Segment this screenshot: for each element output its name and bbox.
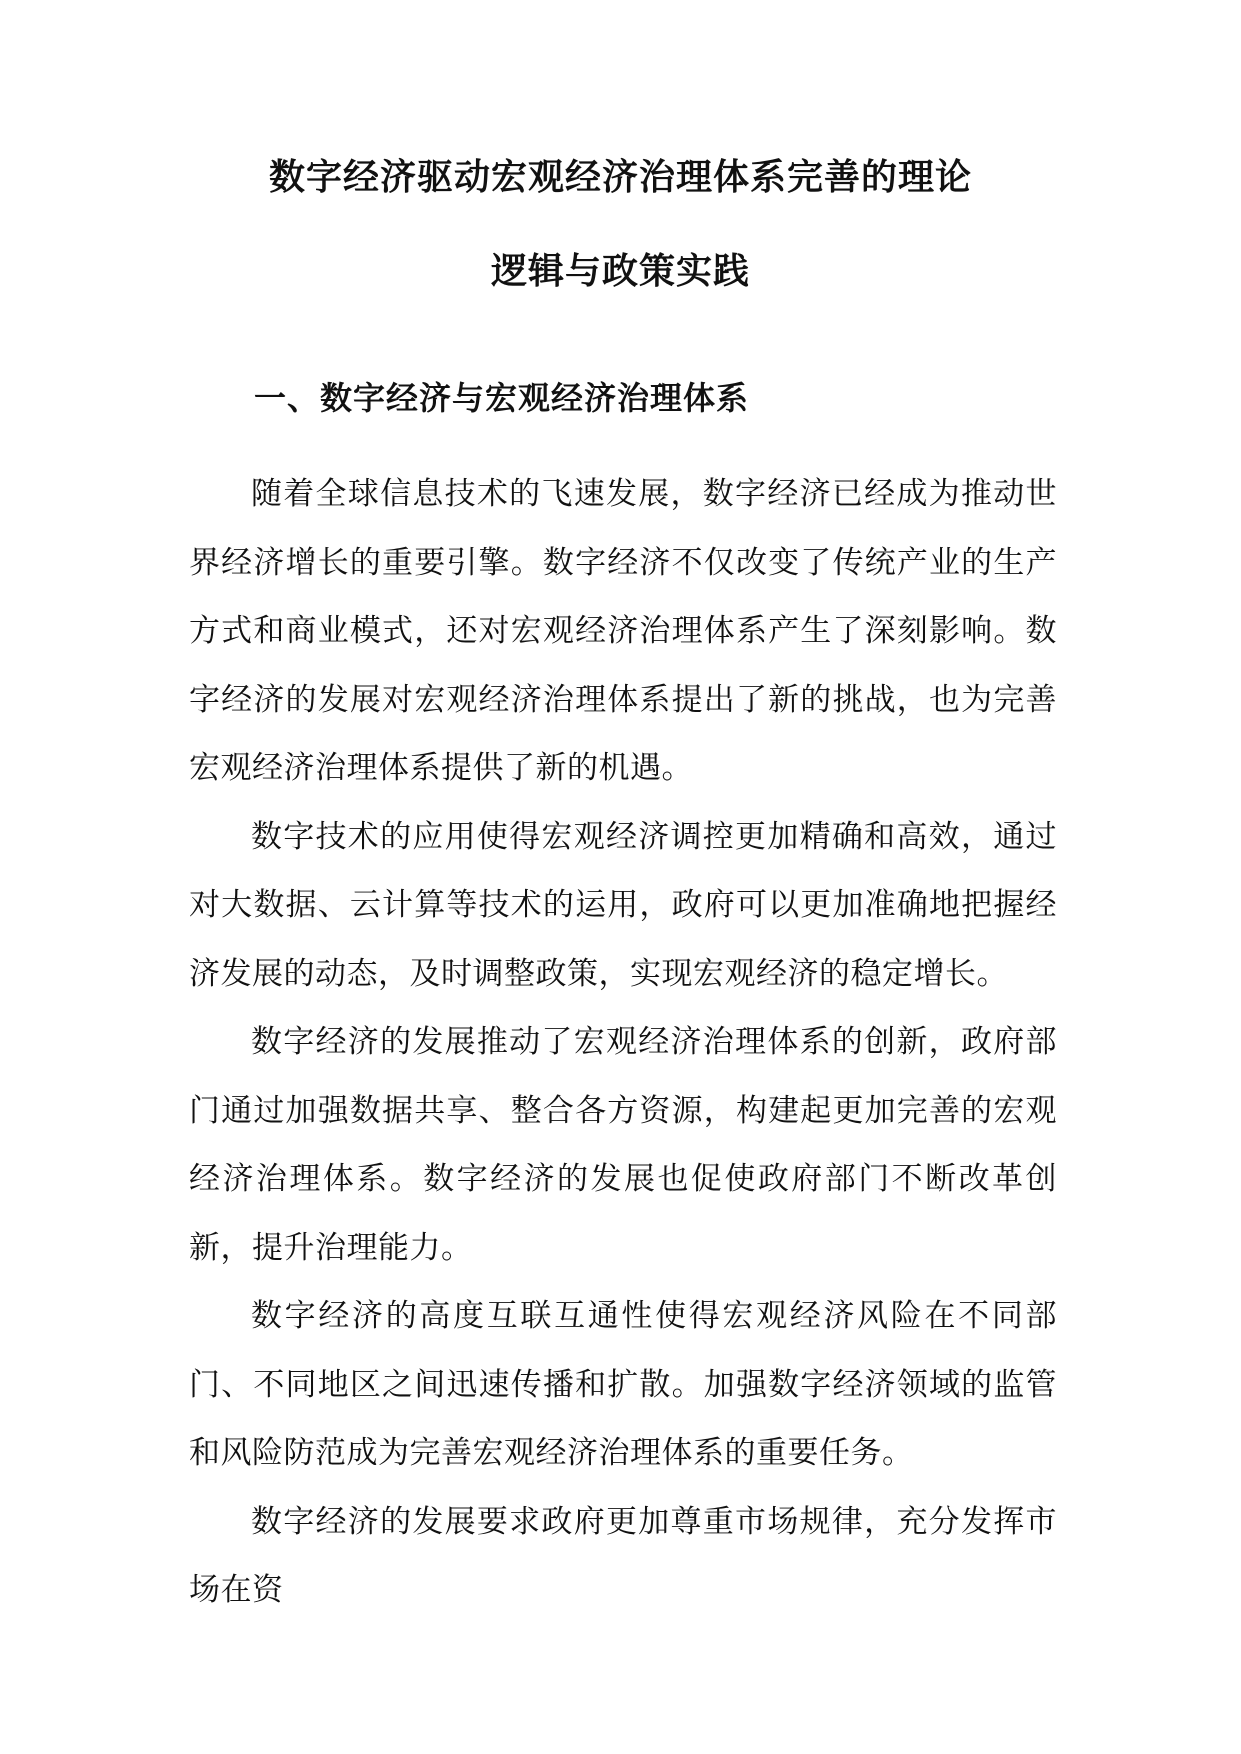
paragraph: 数字经济的发展推动了宏观经济治理体系的创新，政府部门通过加强数据共享、整合各方资源，构建起更加完善的宏观经济治理体系。数字经济的发展也促使政府部门不断改革创新，提升治理能力。 bbox=[189, 1024, 1057, 1266]
section-heading: 一、数字经济与宏观经济治理体系 bbox=[254, 379, 750, 417]
paragraph: 数字经济的高度互联互通性使得宏观经济风险在不同部门、不同地区之间迅速传播和扩散。加强数字经济领域的监管和风险防范成为完善宏观经济治理体系的重要任务。 bbox=[189, 1298, 1057, 1471]
document-body bbox=[189, 460, 1057, 1625]
paragraph: 数字技术的应用使得宏观经济调控更加精确和高效，通过对大数据、云计算等技术的运用，政府可以更加准确地把握经济发展的动态，及时调整政策，实现宏观经济的稳定增长。 bbox=[189, 818, 1057, 992]
paragraph: 数字经济的发展要求政府更加尊重市场规律，充分发挥市场在资 bbox=[189, 1503, 1057, 1608]
document-title-line-2: 逻辑与政策实践 bbox=[490, 251, 750, 292]
document-title-line-1: 数字经济驱动宏观经济治理体系完善的理论 bbox=[268, 157, 972, 198]
paragraph: 随着全球信息技术的飞速发展，数字经济已经成为推动世界经济增长的重要引擎。数字经济不仅改变了传统产业的生产方式和商业模式，还对宏观经济治理体系产生了深刻影响。数字经济的发展对宏观经济治理体系提出了新的挑战，也为完善宏观经济治理体系提供了新的机遇。 bbox=[189, 476, 1057, 786]
